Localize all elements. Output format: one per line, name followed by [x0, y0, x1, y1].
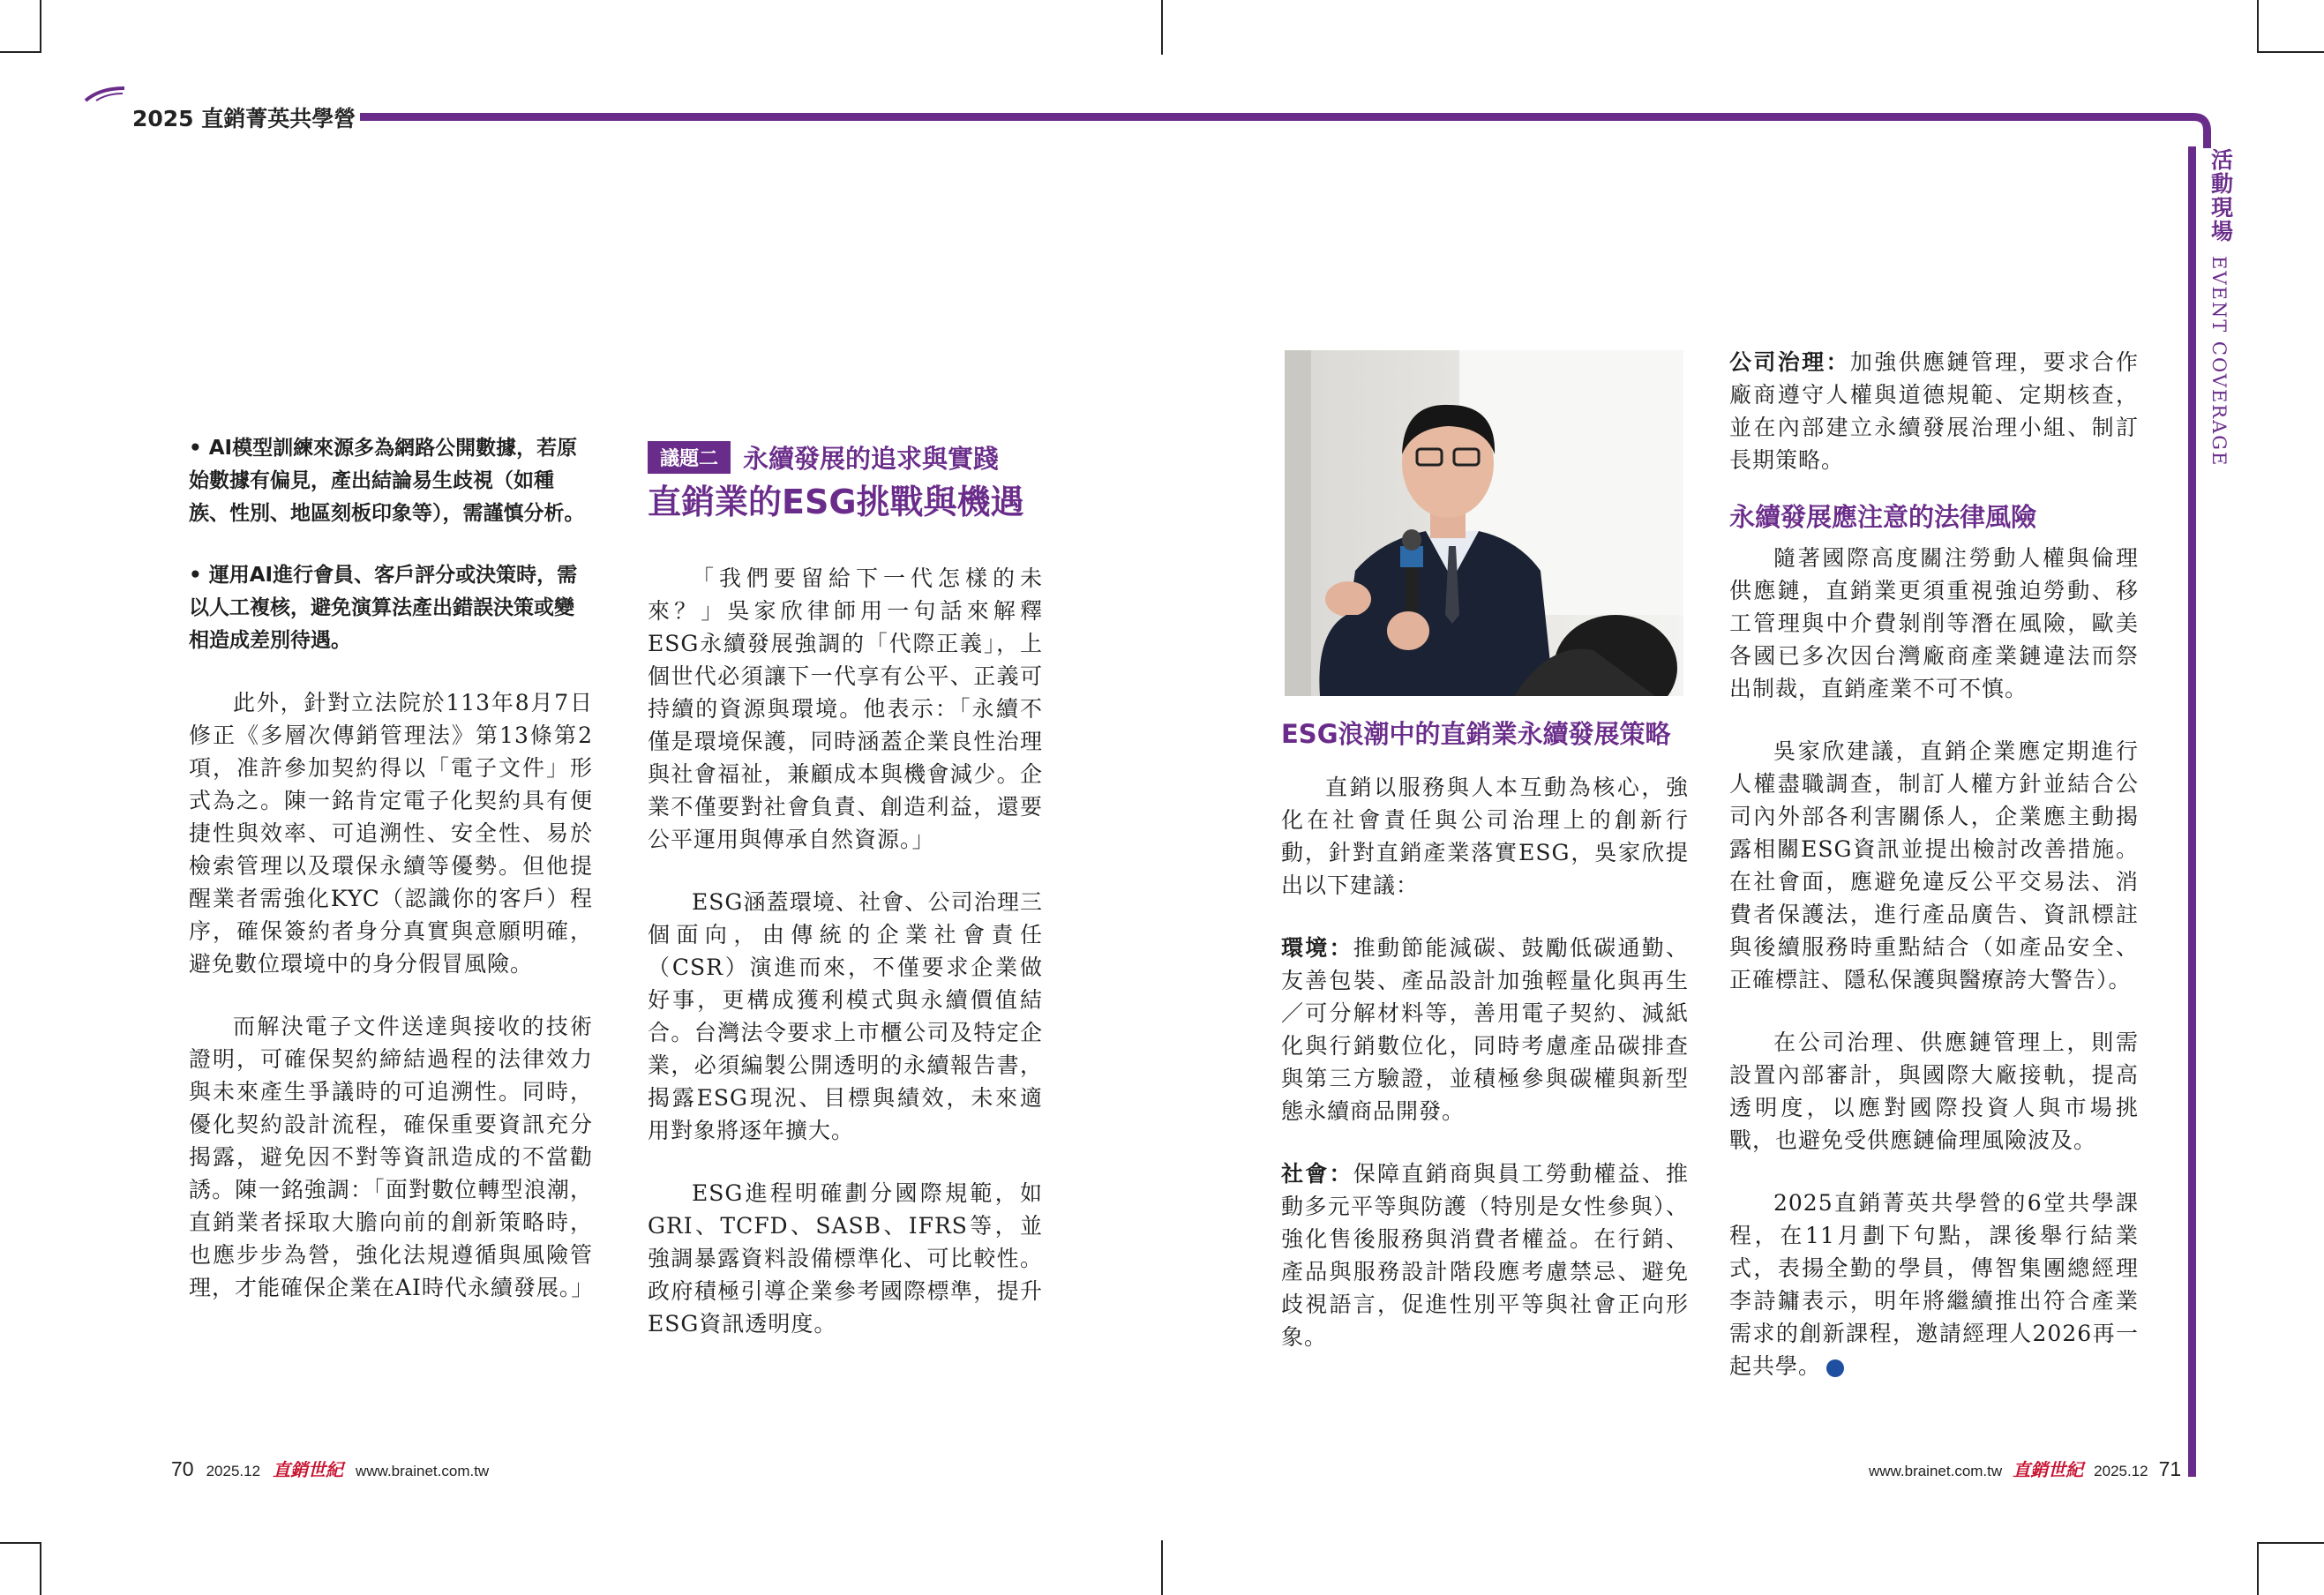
- page-number-left: 70: [171, 1457, 194, 1480]
- body-paragraph: [1729, 1187, 2139, 1382]
- topic-badge: 議題二: [648, 441, 731, 474]
- closing-paragraph-text: 2025直銷菁英共學營的6堂共學課程，在11月劃下句點，課後舉行結業式，表揚全勤的學員，傳智集團總經理李詩鏞表示，明年將繼續推出符合產業需求的創新課程，邀請經理人2026再一起共學。: [1729, 1190, 2139, 1379]
- esg-item-text: 保障直銷商與員工勞動權益、推動多元平等與防護（特別是女性參與）、強化售後服務與消費者權益。在行銷、產品與服務設計階段應考慮禁忌、避免歧視語言，促進性別平等與社會正向形象。: [1281, 1161, 1689, 1350]
- body-paragraph: 吳家欣建議，直銷企業應定期進行人權盡職調查，制訂人權方針並結合公司內外部各利害關係人，企業應主動揭露相關ESG資訊並提出檢討改善措施。在社會面，應避免違反公平交易法、消費者保護法，進行產品廣告、資訊標註與後續服務時重點結合（如產品安全、正確標註、隱私保護與醫療誇大警告）。: [1729, 738, 2139, 992]
- left-column: [189, 432, 593, 1334]
- esg-item-text: 推動節能減碳、鼓勵低碳通勤、友善包裝、產品設計加強輕量化與再生／可分解材料等，善用電子契約、減紙化與行銷數位化，同時考慮產品碳排查與第三方驗證，並積極參與碳權與新型態永續商品開發。: [1281, 935, 1689, 1124]
- esg-item-text: 加強供應鏈管理，要求合作廠商遵守人權與道德規範、定期核查，並在內部建立永續發展治理小組、制訂長期策略。: [1729, 349, 2139, 473]
- section-heading: ESG浪潮中的直銷業永續發展策略: [1281, 719, 1671, 749]
- esg-item-label: 公司治理：: [1729, 349, 1850, 375]
- strategy-column: [1281, 716, 1689, 1383]
- magazine-logo: 直銷世紀: [2013, 1459, 2084, 1480]
- right-column: [1729, 346, 2139, 1412]
- body-paragraph: 而解決電子文件送達與接收的技術證明，可確保契約締結過程的法律效力與未來產生爭議時的可追溯性。同時，優化契約設計流程，確保重要資訊充分揭露，避免因不對等資訊造成的不當勸誘。陳一銘強調：「面對數位轉型浪潮，直銷業者採取大膽向前的創新策略時，也應步步為營，強化法規遵循與風險管理，才能確保企業在AI時代永續發展。」: [189, 1014, 595, 1300]
- body-paragraph: 隨著國際高度關注勞動人權與倫理供應鏈，直銷業更須重視強迫勞動、移工管理與中介費剝削等潛在風險，歐美各國已多次因台灣廠商產業鏈違法而祭出制裁，直銷產業不可不慎。: [1729, 545, 2139, 701]
- bullet-point: • 運用AI進行會員、客戶評分或決策時，需以人工複核，避免演算法產出錯誤決策或變相造成差別待遇。: [189, 564, 578, 652]
- body-paragraph: 在公司治理、供應鏈管理上，則需設置內部審計，與國際大廠接軌，提高透明度，以應對國際投資人與市場挑戰，也避免受供應鏈倫理風險波及。: [1729, 1030, 2139, 1153]
- article-headline: 直銷業的ESG挑戰與機遇: [648, 483, 1024, 521]
- page-number-right: 71: [2158, 1457, 2182, 1480]
- header-title: 2025 直銷菁英共學營: [132, 106, 356, 131]
- esg-item-label: 社會：: [1281, 1161, 1353, 1187]
- end-mark-icon: [1826, 1359, 1844, 1377]
- website-left: www.brainet.com.tw: [356, 1463, 490, 1479]
- esg-item: [1281, 1157, 1689, 1353]
- body-paragraph: 此外，針對立法院於113年8月7日修正《多層次傳銷管理法》第13條第2項，准許參加契約得以「電子文件」形式為之。陳一銘肯定電子化契約具有便捷性與效率、可追溯性、安全性、易於檢索管理以及環保永續等優勢。但他提醒業者需強化KYC（認識你的客戶）程序，確保簽約者身分真實與意願明確，避免數位環境中的身分假冒風險。: [189, 690, 593, 977]
- header-swoosh-icon: [84, 85, 128, 102]
- topic-kicker: 永續發展的追求與實踐: [743, 444, 1000, 474]
- issue-date-left: 2025.12: [206, 1463, 261, 1479]
- body-paragraph: ESG涵蓋環境、社會、公司治理三個面向，由傳統的企業社會責任（CSR）演進而來，不僅要求企業做好事，更構成獲利模式與永續價值結合。台灣法令要求上市櫃公司及特定企業，必須編製公開透明的永續報告書，揭露ESG現況、目標與績效，未來適用對象將逐年擴大。: [648, 889, 1043, 1143]
- header-rule-corner: [2179, 113, 2215, 148]
- right-vertical-rule: [2188, 146, 2196, 1477]
- esg-item: [1281, 932, 1689, 1127]
- magazine-logo: 直銷世紀: [273, 1459, 344, 1480]
- middle-column: [648, 439, 1043, 1370]
- side-label-cn: 活動現場: [2211, 147, 2234, 244]
- website-right: www.brainet.com.tw: [1869, 1463, 2003, 1479]
- footer-left: [171, 1456, 489, 1481]
- esg-item: [1729, 346, 2139, 476]
- header-rule: [360, 113, 2186, 121]
- issue-date-right: 2025.12: [2094, 1463, 2148, 1479]
- body-paragraph: ESG進程明確劃分國際規範，如GRI、TCFD、SASB、IFRS等，並強調暴露資料設備標準化、可比較性。政府積極引導企業參考國際標準，提升ESG資訊透明度。: [648, 1180, 1043, 1337]
- bullet-point: • AI模型訓練來源多為網路公開數據，若原始數據有偏見，產出結論易生歧視（如種族、性別、地區刻板印象等），需謹慎分析。: [189, 437, 585, 525]
- section-heading: 永續發展應注意的法律風險: [1729, 502, 2037, 532]
- esg-item-label: 環境：: [1281, 935, 1353, 961]
- footer-right: [1869, 1456, 2181, 1481]
- side-label-en: EVENT COVERAGE: [2208, 256, 2230, 468]
- body-paragraph: 直銷以服務與人本互動為核心，強化在社會責任與公司治理上的創新行動，針對直銷產業落實ESG，吳家欣提出以下建議：: [1281, 775, 1689, 898]
- body-paragraph: 「我們要留給下一代怎樣的未來？」吳家欣律師用一句話來解釋ESG永續發展強調的「代際正義」，上個世代必須讓下一代享有公平、正義可持續的資源與環境。他表示：「永續不僅是環境保護，同時涵蓋企業良性治理與社會福祉，兼顧成本與機會減少。企業不僅要對社會負責、創造利益，還要公平運用與傳承自然資源。」: [648, 565, 1043, 852]
- speaker-photo: [1285, 350, 1683, 696]
